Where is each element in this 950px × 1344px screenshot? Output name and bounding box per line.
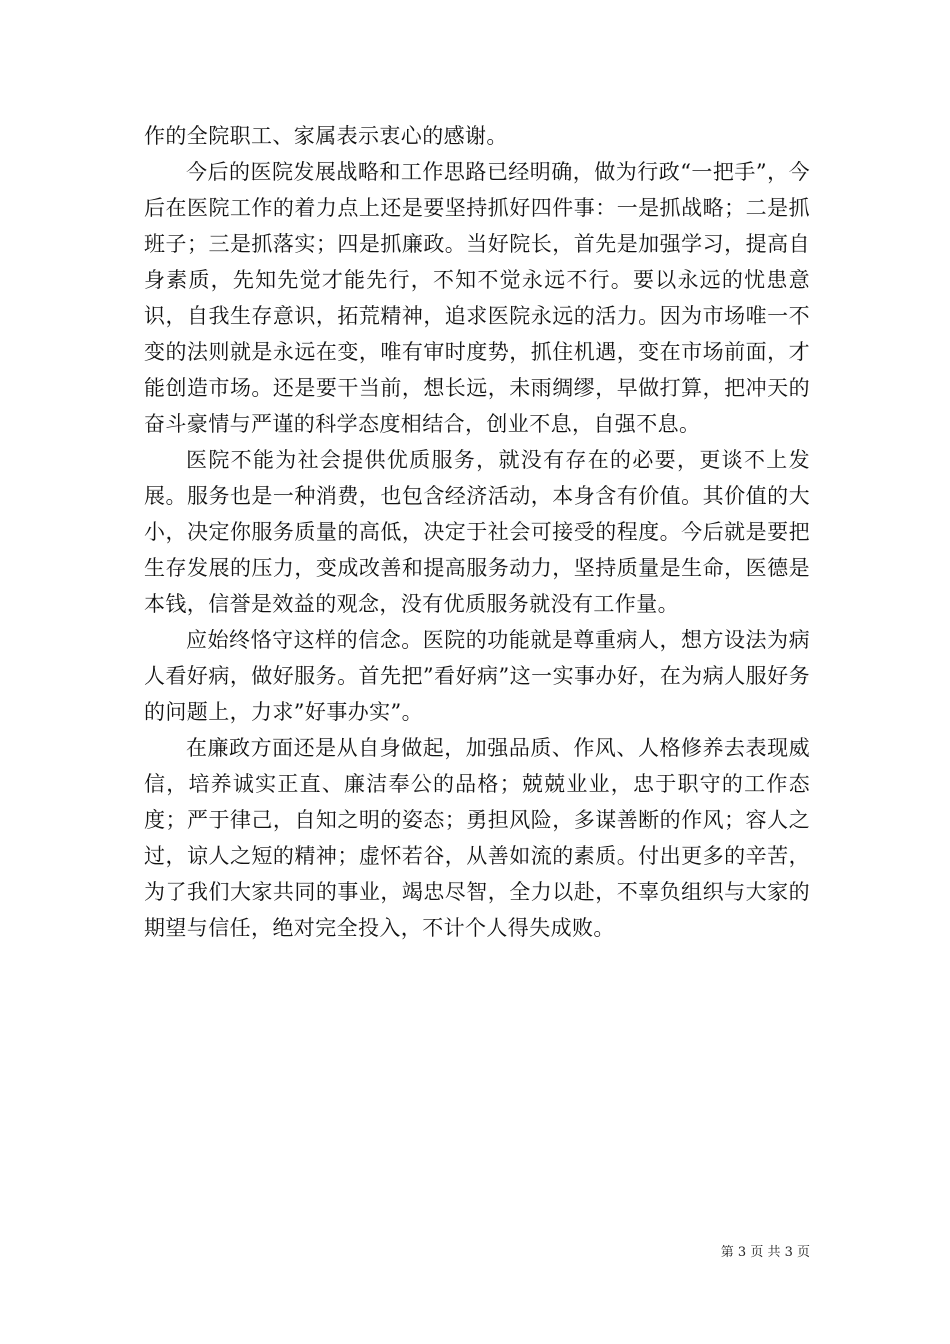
paragraph-1: 作的全院职工、家属表示衷心的感谢。: [144, 124, 508, 148]
paragraph-4: 应始终恪守这样的信念。医院的功能就是尊重病人，想方设法为病人看好病，做好服务。首先把”看好病”这一实事办好，在为病人服好务的问题上，力求”好事办实”。: [144, 628, 810, 724]
page-number-footer: 第 3 页 共 3 页: [720, 1245, 810, 1260]
paragraph-5: 在廉政方面还是从自身做起，加强品质、作风、人格修养去表现威信，培养诚实正直、廉洁奉公的品格；兢兢业业，忠于职守的工作态度；严于律己，自知之明的姿态；勇担风险，多谋善断的作风；容人之过，谅人之短的精神；虚怀若谷，从善如流的素质。付出更多的辛苦，为了我们大家共同的事业，竭忠尽智，全力以赴，不辜负组织与大家的期望与信任，绝对完全投入，不计个人得失成败。: [144, 736, 810, 940]
paragraph-3: 医院不能为社会提供优质服务，就没有存在的必要，更谈不上发展。服务也是一种消费，也包含经济活动，本身含有价值。其价值的大小，决定你服务质量的高低，决定于社会可接受的程度。今后就是要把生存发展的压力，变成改善和提高服务动力，坚持质量是生命，医德是本钱，信誉是效益的观念，没有优质服务就没有工作量。: [144, 448, 810, 616]
paragraph-2: 今后的医院发展战略和工作思路已经明确，做为行政“一把手”，今后在医院工作的着力点上还是要坚持抓好四件事：一是抓战略；二是抓班子；三是抓落实；四是抓廉政。当好院长，首先是加强学习，提高自身素质，先知先觉才能先行，不知不觉永远不行。要以永远的忧患意识，自我生存意识，拓荒精神，追求医院永远的活力。因为市场唯一不变的法则就是永远在变，唯有审时度势，抓住机遇，变在市场前面，才能创造市场。还是要干当前，想长远，未雨绸缪，早做打算，把冲天的奋斗豪情与严谨的科学态度相结合，创业不息，自强不息。: [144, 160, 810, 436]
document-body: [144, 118, 810, 946]
